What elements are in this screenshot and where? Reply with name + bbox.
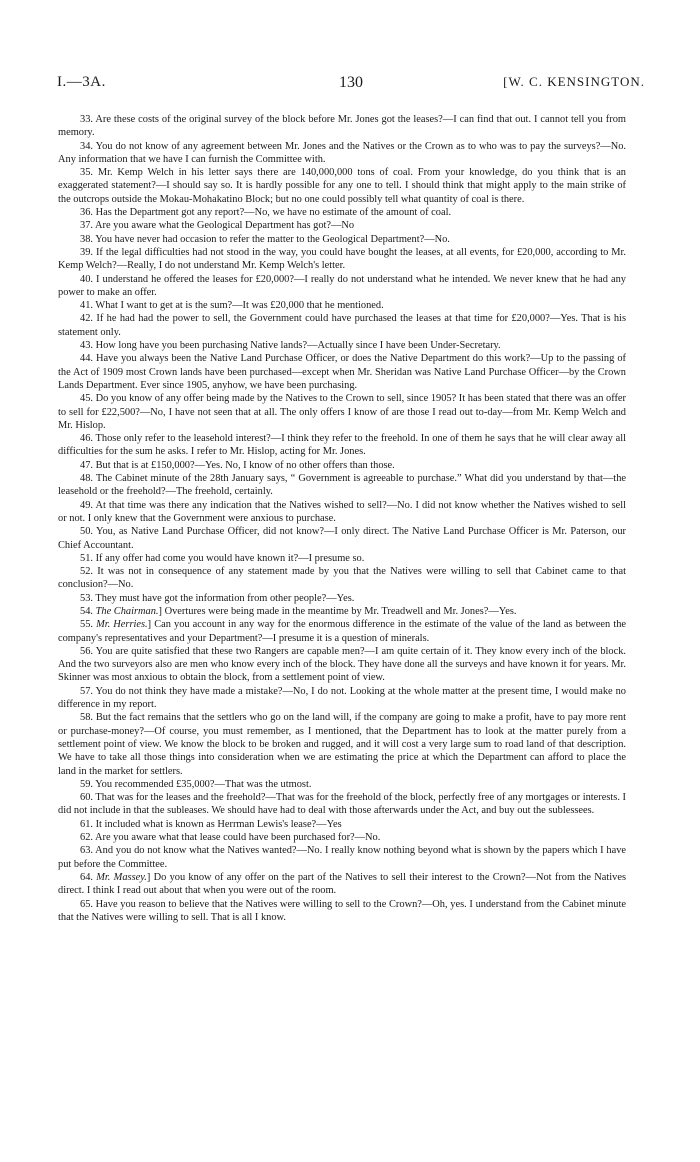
question-paragraph: 45. Do you know of any offer being made by the Natives to the Crown to sell, since 1905? It has been stated that there was an offer to sell for £22,500?—No, I have not seen that at all. The only offers I know of are those I read out to-day—from Mr. Kemp Welch and Mr. Hislop. [58,393,626,431]
question-paragraph: 52. It was not in consequence of any statement made by you that the Natives were willing to sell that Cabinet came to that conclusion?—No. [58,566,626,591]
question-paragraph: 47. But that is at £150,000?—Yes. No, I know of no other offers than those. [80,459,395,471]
question-paragraph: 34. You do not know of any agreement between Mr. Jones and the Natives or the Crown as to who was to pay the surveys?—No. Any information that we have I can furnish the Committee with. [58,140,626,165]
question-paragraph: 39. If the legal difficulties had not stood in the way, you could have bought the leases, at all events, for £20,000, according to Mr. Kemp Welch?—Really, I do not understand Mr. Kemp Welch's letter. [58,246,626,272]
question-paragraph: 58. But the fact remains that the settlers who go on the land will, if the company are going to make a profit, have to pay more rent or purchase-money?—Of course, you must remember, as I mentioned, that the Department has to look at the matter purely from a settlement point of view. We know the block to be broken and rugged, and it will cost a very large sum to road land of that description. We have to take all those things into consideration when we are estimating the price at which the Department can afford to place the land in the market for settlers. [58,712,626,777]
question-text: ] Do you know of any offer on the part of the Natives to sell their interest to the Crown?—Not from the Natives direct. I think I read out about that when you were out of the room. [58,871,627,897]
page-number: 130 [339,74,363,91]
question-paragraph: 53. They must have got the information from other people?—Yes. [80,592,355,604]
question-paragraph [58,618,626,645]
question-paragraph: 40. I understand he offered the leases for £20,000?—I really do not understand what he intended. We never knew that he had any power to make an offer. [58,273,626,298]
evidence-body [58,113,626,924]
question-paragraph: 42. If he had had the power to sell, the Government could have purchased the leases at that time for £20,000?—Yes. That is his statement only. [58,313,626,338]
question-paragraph: 63. And you do not know what the Natives wanted?—No. I really know nothing beyond what is shown by the papers which I have put before the Committee. [58,845,626,870]
question-paragraph: 60. That was for the leases and the freehold?—That was for the freehold of the block, perfectly free of any mortgages or interests. I did not include in that the subleases. We should have had to deal with those afterwards under the Act, and buy out the sublessees. [58,792,626,817]
witness-name: [W. C. KENSINGTON. [503,74,645,89]
question-paragraph: 36. Has the Department got any report?—No, we have no estimate of the amount of coal. [80,207,452,219]
question-number: 64. [80,871,97,883]
question-paragraph: 62. Are you aware what that lease could have been purchased for?—No. [80,832,381,844]
question-paragraph: 61. It included what is known as Herrman Lewis's lease?—Yes [80,818,342,830]
question-paragraph: 56. You are quite satisfied that these two Rangers are capable men?—I am quite certain of it. They know every inch of the block. And the two surveyors also are men who know every inch of the block. They have done all the surveys and have known it for years. Mr. Skinner was most anxious to obtain the block, from a settlement point of view. [58,645,626,684]
question-number: 55. [80,619,97,631]
question-paragraph: 43. How long have you been purchasing Native lands?—Actually since I have been Under-Secretary. [80,340,501,352]
question-number: 54. [80,605,96,617]
question-paragraph: 33. Are these costs of the original survey of the block before Mr. Jones got the leases?—I can find that out. I cannot tell you from memory. [58,114,626,139]
question-paragraph: 35. Mr. Kemp Welch in his letter says there are 140,000,000 tons of coal. From your knowledge, do you think that is an exaggerated statement?—I should say so. It is hardly possible for any one to tell. I should think that might apply to the main strike of the outcrops outside the Mokau-Mohakatino Block; but no one could possibly tell what quantity of coal is there. [58,167,626,205]
question-paragraph: 46. Those only refer to the leasehold interest?—I think they refer to the freehold. In one of them he says that he will clear away all difficulties for the sum he asks. I refer to Mr. Hislop, acting for Mr. Jones. [58,433,626,458]
question-paragraph: 37. Are you aware what the Geological Department has got?—No [80,220,355,232]
question-paragraph [58,605,626,618]
question-text: ] Can you account in any way for the enormous difference in the estimate of the value of the land as between the company's representatives and your Department?—I presume it is a question of minerals. [58,619,627,644]
paper-reference: I.—3A. [57,74,106,90]
question-paragraph: 38. You have never had occasion to refer the matter to the Geological Department?—No. [80,233,450,245]
speaker-name: The Chairman. [95,605,159,617]
page-header [57,74,645,98]
question-paragraph: 44. Have you always been the Native Land Purchase Officer, or does the Native Department do this work?—Up to the passing of the Act of 1909 most Crown lands have been purchased—except when Mr. Sheridan was Native Land Purchase Officer—by the Crown Lands Department. Ever since 1905, anyhow, we have been purchasing. [58,353,626,391]
speaker-name: Mr. Herries. [96,619,148,631]
question-paragraph: 50. You, as Native Land Purchase Officer, did not know?—I only direct. The Native Land Purchase Officer is Mr. Paterson, our Chief Accountant. [58,526,626,551]
question-paragraph: 49. At that time was there any indication that the Natives wished to sell?—No. I did not know whether the Natives wished to sell or not. I only knew that the Government were anxious to purchase. [58,499,626,524]
question-paragraph: 41. What I want to get at is the sum?—It was £20,000 that he mentioned. [80,300,384,312]
question-paragraph [58,871,626,898]
question-paragraph: 57. You do not think they have made a mistake?—No, I do not. Looking at the whole matter at the present time, I would make no difference in my report. [58,685,626,711]
question-paragraph: 65. Have you reason to believe that the Natives were willing to sell to the Crown?—Oh, yes. I understand from the Cabinet minute that the Natives were willing to sell. That is all I know. [58,898,626,923]
speaker-name: Mr. Massey. [96,871,147,883]
question-paragraph: 48. The Cabinet minute of the 28th January says, “ Government is agreeable to purchase.” What did you understand by that—the leasehold or the freehold?—The freehold, certainly. [58,473,626,498]
question-text: ] Overtures were being made in the meantime by Mr. Treadwell and Mr. Jones?—Yes. [158,605,517,617]
question-paragraph: 51. If any offer had come you would have known it?—I presume so. [80,552,365,564]
question-paragraph: 59. You recommended £35,000?—That was the utmost. [80,778,312,790]
